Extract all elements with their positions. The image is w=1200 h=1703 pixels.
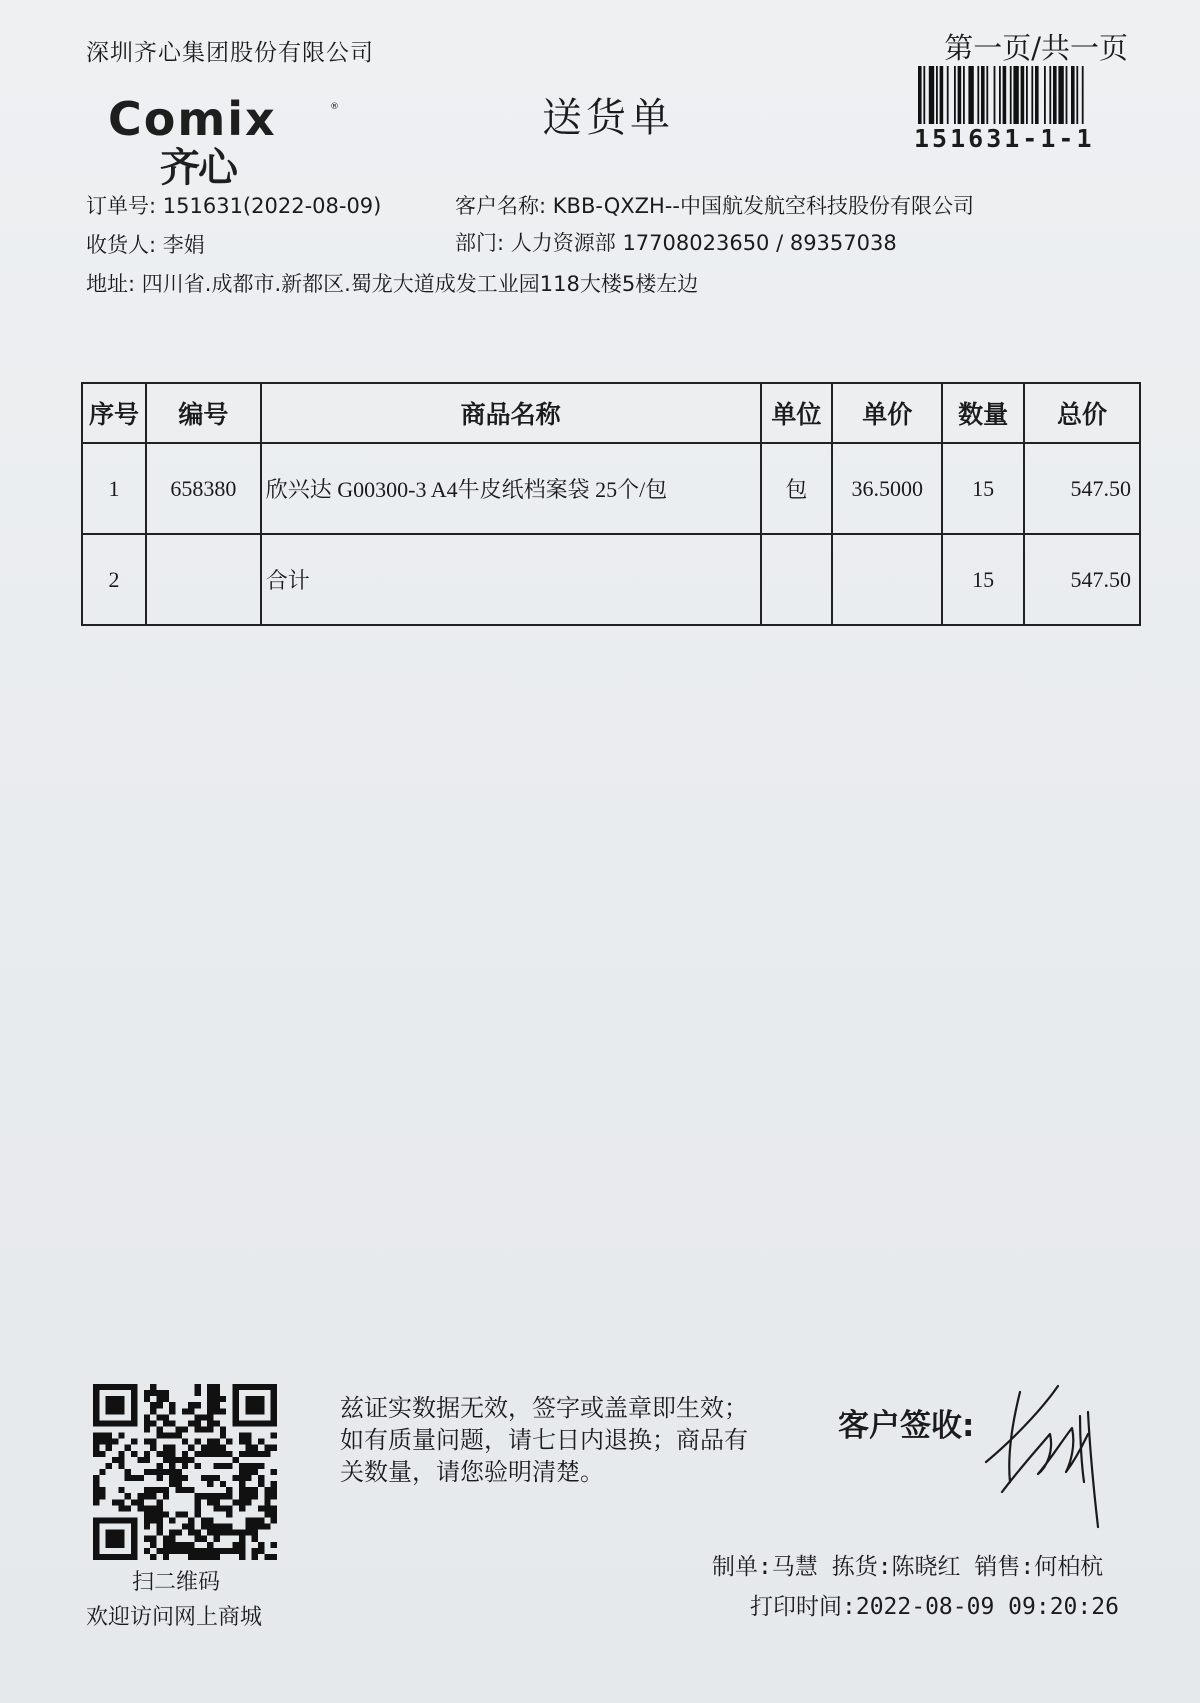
qr-caption-sub: 欢迎访问网上商城	[86, 1605, 263, 1630]
header-code: 编号	[146, 383, 261, 443]
cell-total: 547.50	[1024, 534, 1140, 625]
address	[86, 268, 698, 298]
receiver	[86, 229, 205, 259]
header-product-name: 商品名称	[261, 383, 761, 443]
cell-code	[146, 534, 261, 625]
cell-quantity: 15	[942, 534, 1024, 625]
receiver-value: 李娟	[162, 233, 205, 257]
order-number-value: 151631(2022-08-09)	[162, 194, 382, 218]
barcode-icon	[918, 66, 1134, 124]
cell-product-name: 欣兴达 G00300-3 A4牛皮纸档案袋 25个/包	[261, 443, 761, 534]
receiver-label: 收货人:	[86, 233, 157, 257]
page-info: 第一页/共一页	[944, 31, 1128, 65]
document-title: 送货单	[542, 95, 674, 141]
customer-name	[455, 190, 974, 220]
company-name: 深圳齐心集团股份有限公司	[86, 40, 374, 66]
print-time: 打印时间:2022-08-09 09:20:26	[750, 1594, 1119, 1620]
qr-caption: 扫二维码	[132, 1570, 221, 1595]
header-quantity: 数量	[942, 383, 1024, 443]
table-header-row	[82, 383, 1140, 443]
department-value: 人力资源部 17708023650 / 89357038	[510, 231, 897, 255]
department	[455, 227, 897, 257]
department-label: 部门:	[455, 231, 505, 255]
cell-unit: 包	[761, 443, 833, 534]
comix-logo	[108, 92, 339, 191]
cell-unit-price	[832, 534, 942, 625]
order-number-label: 订单号:	[86, 194, 157, 218]
cell-seq: 2	[82, 534, 146, 625]
handwritten-signature	[980, 1372, 1110, 1532]
items-table	[81, 382, 1141, 626]
customer-name-value: KBB-QXZH--中国航发航空科技股份有限公司	[552, 194, 974, 218]
staff-info: 制单:马慧 拣货:陈晓红 销售:何柏杭	[712, 1554, 1104, 1580]
order-number	[86, 190, 381, 220]
header-unit-price: 单价	[832, 383, 942, 443]
cell-product-name: 合计	[261, 534, 761, 625]
barcode-number: 151631-1-1	[914, 124, 1095, 153]
cell-unit	[761, 534, 833, 625]
table-row	[82, 534, 1140, 625]
logo-registered-mark: ®	[330, 102, 339, 112]
header-unit: 单位	[761, 383, 833, 443]
notice-text: 兹证实数据无效，签字或盖章即生效；如有质量问题，请七日内退换；商品有关数量，请您验明清楚。	[340, 1394, 748, 1486]
qr-code-icon	[93, 1384, 277, 1560]
address-value: 四川省.成都市.新都区.蜀龙大道成发工业园118大楼5楼左边	[141, 272, 699, 296]
header-total: 总价	[1024, 383, 1140, 443]
table-row	[82, 443, 1140, 534]
cell-unit-price: 36.5000	[832, 443, 942, 534]
cell-seq: 1	[82, 443, 146, 534]
customer-name-label: 客户名称:	[455, 194, 547, 218]
customer-sign-label: 客户签收:	[838, 1408, 975, 1444]
cell-code: 658380	[146, 443, 261, 534]
logo-text-cn: 齐心	[160, 145, 236, 191]
cell-total: 547.50	[1024, 443, 1140, 534]
logo-text-en: Comix	[108, 92, 277, 146]
header-seq: 序号	[82, 383, 146, 443]
cell-quantity: 15	[942, 443, 1024, 534]
address-label: 地址:	[86, 272, 136, 296]
